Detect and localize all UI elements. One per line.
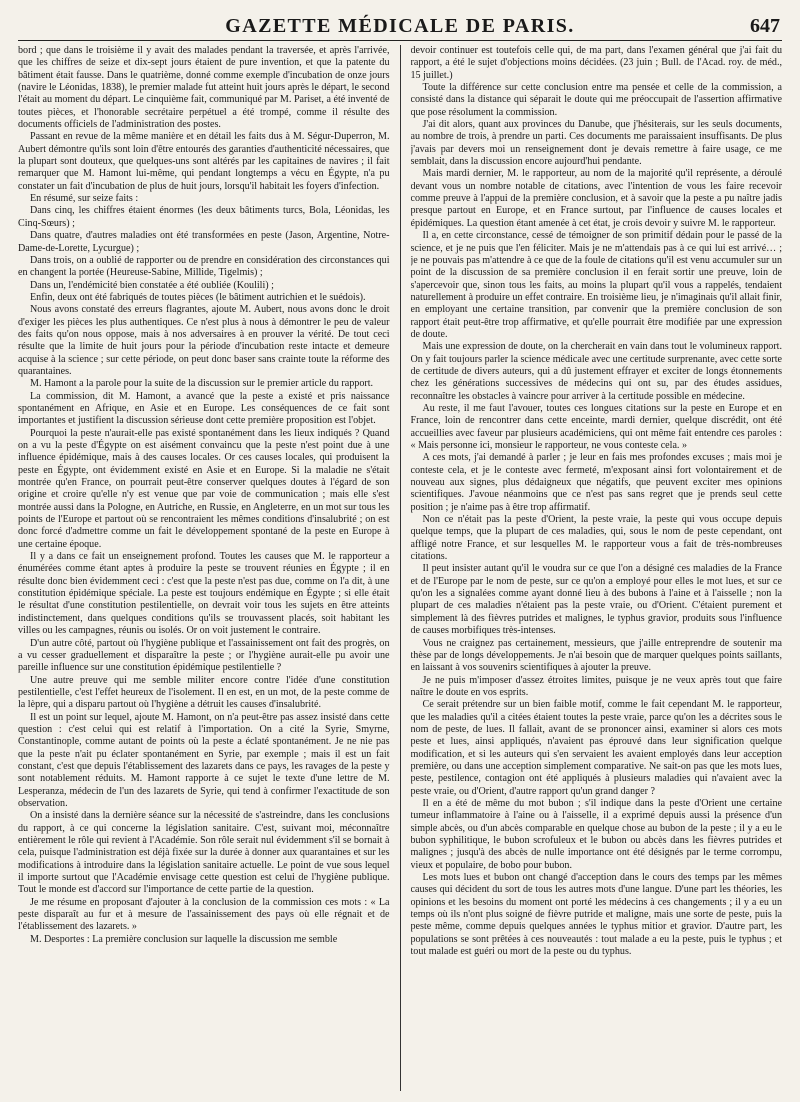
paragraph: Toute la différence sur cette conclusion entre ma pensée et celle de la commission, a consisté dans la distance qui séparait le doute qui me préoccupait de l'assertion affirmative que pose résolument la commission. — [410, 82, 782, 118]
paragraph: Dans trois, on a oublié de rapporter ou de prendre en considération des circonstances qui en changent la portée (Heureuse-Sabine, Millide, Tigelmis) ; — [18, 254, 390, 279]
paragraph: On a insisté dans la dernière séance sur la nécessité de s'astreindre, dans les conclusions du rapport, à ce qui concerne la législation sanitaire. C'est, suivant moi, méconnaître entièrement le rôle qui revient à l'Académie. Son rôle serait nul évidemment s'il se bornait à cela, puisque l'administration est déjà fixée sur la durée à donner aux quarantaines et sur les modifications à introduire dans la législation sanitaire actuelle. Le point de vue sous lequel il importe surtout que l'Académie envisage cette question est celui de l'hygiène publique. Tout le monde est d'accord sur l'importance de cette partie de la question. — [18, 810, 390, 896]
paragraph: Mais mardi dernier, M. le rapporteur, au nom de la majorité qu'il représente, a déroulé devant vous un nombre notable de citations, avec l'intention de vous les faire recevoir comme preuve à l'appui de la première conclusion, et à savoir que la peste a pu naître jadis presque partout en Europe, et en France surtout, par l'influence de causes locales et épidémiques. La question étant amenée à cet état, je crois devoir y suivre M. le rapporteur. — [410, 168, 782, 229]
paragraph: Mais une expression de doute, on la chercherait en vain dans tout le volumineux rapport. On y fait toujours parler la science médicale avec une certitude surprenante, avec cette sorte de certitude de divers auteurs, qui a dû justement effrayer et exciter de longs étonnements chez les générations successives de médecins qui ont su, par des études assidues, reconnaître les obstacles à vaincre pour arriver à la certitude possible en médecine. — [410, 341, 782, 402]
paragraph: Dans quatre, d'autres maladies ont été transformées en peste (Jason, Argentine, Notre-Dame-de-Lorette, Lycurgue) ; — [18, 230, 390, 254]
paragraph: A ces mots, j'ai demandé à parler ; je leur en fais mes profondes excuses ; mais moi je conteste cela, et je le conteste avec fermeté, m'exposant ainsi fort volontairement et de nouveau aux signes, plus dédaigneux que négatifs, que peuvent exciter mes opinions scientifiques. J'avoue néanmoins que ce n'est pas sans regret que je prends seul cette position ; je n'aime pas à être trop affirmatif. — [410, 452, 782, 513]
paragraph: Je ne puis m'imposer d'assez étroites limites, puisque je ne veux après tout que faire naître le doute en vos esprits. — [410, 674, 782, 698]
paragraph: Il est un point sur lequel, ajoute M. Hamont, on n'a peut-être pas assez insisté dans cette question : c'est celui qui est relatif à l'importation. On a cité la Syrie, Smyrne, Constantinople, comme autant de points où la peste a éclaté spontanément. Je ne nie pas que la peste n'ait pu éclater spontanément en Syrie, par exemple ; mais il est un fait constant, c'est que depuis l'établissement des lazarets dans ce pays, les ravages de la peste y sont notablement réduits. M. Hamont rapporte à ce sujet le texte d'une lettre de M. Lesperanza, médecin de l'un des lazarets de Syrie, qui tend à confirmer l'exactitude de son observation. — [18, 711, 390, 809]
paragraph: Les mots lues et bubon ont changé d'acception dans le cours des temps par les mêmes causes qui décident du sort de tous les autres mots d'une langue. D'une part les théories, les opinions et les besoins du moment ont porté les médecins à ces changements ; il y a eu un temps où ils n'ont plus soigné de fièvre putride et maligne, mais une sorte de peste, puis la peste même, comme depuis quelques années le typhus mitior et gravior. D'autre part, les populations se sont prêtées à ces nouveautés : tout malade a eu la peste, puis le typhus ; et tout malade est guéri ou mort de la peste ou du typhus. — [410, 872, 782, 958]
paragraph: Au reste, il me faut l'avouer, toutes ces longues citations sur la peste en Europe et en France, loin de rencontrer dans cette enceinte, mardi dernier, quelque discrédit, ont été accueillies avec faveur par plusieurs académiciens, qui ont même fait entendre ces paroles : « Mais personne ici, monsieur le rapporteur, ne vous conteste cela. » — [410, 402, 782, 451]
page-number: 647 — [750, 15, 780, 37]
journal-title: GAZETTE MÉDICALE DE PARIS. — [225, 15, 575, 37]
text-columns — [18, 45, 782, 1091]
paragraph: M. Desportes : La première conclusion sur laquelle la discussion me semble — [30, 933, 338, 945]
paragraph: Je me résume en proposant d'ajouter à la conclusion de la commission ces mots : « La peste disparaît au fur et à mesure de l'assainissement des pays où elle régnait et de l'établissement des lazarets. » — [18, 896, 390, 933]
paragraph: Il a, en cette circonstance, cessé de témoigner de son primitif dédain pour le passé de la science, et je ne puis que l'en féliciter. Mais je ne m'attendais pas à ce qui lui est arrivé… ; je ne pouvais pas m'attendre à ce que de la foule de citations qu'il est venu accumuler sur un point de la discussion de sa première conclusion il en ferait sortir une preuve, loin de s'apercevoir que, sinon tous les faits, au moins la plupart qu'il vous a rappelés, tendaient naturellement à produire un effet contraire. En troisième lieu, je n'imaginais qu'il allait finir, en employant une certaine transition, par convenir que la première conclusion de son rapport était peut-être trop affirmative, et qu'elle pourrait être modifiée par une expression de doute. — [410, 230, 782, 340]
paragraph: La commission, dit M. Hamont, a avancé que la peste a existé et pris naissance spontanément en Afrique, en Asie et en Europe. Les conséquences de ce fait sont importantes et justifient la discussion sérieuse dont cette première proposition est l'objet. — [18, 390, 390, 427]
right-column — [411, 45, 783, 1091]
paragraph: devoir continuer est toutefois celle qui, de ma part, dans l'examen général que j'ai fait du rapport, a été le sujet d'objections moins décidées. (23 juin ; Bull. de l'Acad. roy. de méd., 15 juillet.) — [410, 45, 782, 81]
paragraph: Enfin, deux ont été fabriqués de toutes pièces (le bâtiment autrichien et le suédois). — [30, 291, 366, 303]
paragraph: Vous ne craignez pas certainement, messieurs, que j'aille entreprendre de soutenir ma thèse par de longs développements. Je n'ai besoin que de marquer quelques points saillants, en laissant à vos souvenirs scientifiques à ajouter la preuve. — [410, 637, 782, 674]
paragraph: bord ; que dans le troisième il y avait des malades pendant la traversée, et après l'arrivée, que les chiffres de seize et dix-sept jours étaient de pure invention, et que la patente du bâtiment était fausse. Dans le quatrième, donné comme exemple d'incubation de onze jours (navire le Léonidas, 1838), le premier malade fut atteint huit jours après le départ, le second l'était au moment du départ. Le cinquième fait, communiqué par M. Pariset, a été inventé de toutes pièces, et l'honorable secrétaire perpétuel a été trompé, comme il résulte des documents officiels de l'administration des postes. — [18, 45, 390, 131]
column-divider — [400, 45, 401, 1091]
paragraph: Pourquoi la peste n'aurait-elle pas existé spontanément dans les lieux indiqués ? Quand on a vu la peste d'Égypte on est aisément convaincu que la peste n'est point due à une influence épidémique, mais à des causes locales. Or ces causes locales, qui produisent la peste en Égypte, ont évidemment existé en Asie et en Europe. Si la maladie ne s'était montrée qu'en France, on pourrait peut-être conserver quelques doutes à l'égard de son origine et croire qu'elle n'y est venue que par voie de communication ; mais elle s'est montrée aussi dans la Pologne, en Autriche, en Russie, en Angleterre, en un mot sur tous les points de l'Europe et partout où se rencontraient les mêmes conditions d'insalubrité ; on est donc forcé d'admettre comme un fait le développement spontané de la peste en Europe à une certaine époque. — [18, 427, 390, 550]
paragraph: Dans cinq, les chiffres étaient énormes (les deux bâtiments turcs, Bola, Léonidas, les Cinq-Sœurs) ; — [18, 205, 390, 229]
paragraph: J'ai dit alors, quant aux provinces du Danube, que j'hésiterais, sur les seuls documents, au nombre de trois, à prendre un parti. Ces documents me paraissaient insuffisants. De plus j'avais par devers moi un renseignement dont je devais remettre à faire usage, ce me semblait, dans la discussion encore aujourd'hui pendante. — [410, 119, 782, 168]
paragraph: Non ce n'était pas la peste d'Orient, la peste vraie, la peste qui vous occupe depuis quelque temps, que la plupart de ces maladies, qui, sous le nom de peste cependant, ont affligé notre France, et sur lesquelles M. le rapporteur vous a fait de très-nombreuses citations. — [410, 514, 782, 563]
left-column — [18, 45, 390, 1091]
paragraph: Il en a été de même du mot bubon ; s'il indique dans la peste d'Orient une certaine tumeur inflammatoire à l'aine ou à l'aisselle, il a exprimé depuis aussi la présence d'un simple abcès, ou d'un abcès comparable en quelque chose au bubon de la peste ; il y a eu le bubon syphilitique, le bubon scrofuleux et le bubon ou abcès dans les fièvres putrides et malignes ; jusqu'à des abcès de nulle importance ont été désignés par le terme corrompu, vieux et populaire, de bobo pour bubon. — [410, 797, 782, 871]
paragraph: Passant en revue de la même manière et en détail les faits dus à M. Ségur-Duperron, M. Aubert démontre qu'ils sont loin d'être entourés des garanties d'authenticité nécessaires, que la plupart sont douteux, que quelques-uns sont altérés par les capitaines de navires ; il fait remarquer que M. Hamont lui-même, qui pendant longtemps a vécu en Égypte, n'a pu constater un fait d'incubation de plus de huit jours, lorsqu'il habitait les foyers d'infection. — [18, 131, 390, 192]
paragraph: D'un autre côté, partout où l'hygiène publique et l'assainissement ont fait des progrès, on a vu cesser graduellement et disparaître la peste ; or l'hygiène aurait-elle pu avoir une pareille influence sur une constitution épidémique pestilentielle ? — [18, 637, 390, 674]
paragraph: En résumé, sur seize faits : — [30, 193, 139, 205]
paragraph: Une autre preuve qui me semble militer encore contre l'idée d'une constitution pestilentielle, c'est l'effet heureux de l'isolement. Il en est, en un mot, de la peste comme de la lèpre, qui a disparu partout où l'hygiène a détruit les causes d'insalubrité. — [18, 674, 390, 711]
paragraph: Nous avons constaté des erreurs flagrantes, ajoute M. Aubert, nous avons donc le droit d'exiger les pièces les plus authentiques. Ce n'est plus à nous à démontrer le peu de valeur des faits qu'on nous oppose, mais à nos adversaires à en prouver la vérité. De tout ceci résulte que la limite de huit jours pour la période d'incubation reste intacte et demeure acquise à la science ; sur cette période, on peut donc baser sans crainte toute la réforme des quarantaines. — [18, 304, 390, 377]
paragraph: Ce serait prétendre sur un bien faible motif, comme le fait cependant M. le rapporteur, que les maladies qu'il a citées étaient toutes la peste vraie, parce qu'on les a décrites sous le nom de peste, de lues. Il fallait, avant de se prononcer ainsi, examiner si alors ces mots peste et lues, ainsi appliqués, n'avaient pas éprouvé dans leur signification quelque modification, et si les auteurs qui s'en servaient les avaient employés dans leur acception première, ou dans une acception simplement comparative. Ne sait-on pas que les mots lues, peste, pestilence, contagion ont été appliqués à plusieurs maladies qui n'avaient avec la peste vraie, ou d'Orient, d'autre rapport qu'un grand danger ? — [410, 699, 782, 797]
paragraph: Dans un, l'endémicité bien constatée a été oubliée (Koulili) ; — [30, 279, 274, 291]
page-header — [18, 14, 782, 41]
paragraph: Il peut insister autant qu'il le voudra sur ce que l'on a désigné ces maladies de la France et de l'Europe par le nom de peste, sur ce qu'on a employé pour elles le mot lues, et sur ce qu'on les a signalées comme ayant donné lieu à des bubons à l'aine et à l'aisselle ; non la plupart de ces maladies n'étaient pas la peste vraie, ou d'Orient. C'étaient purement et simplement là des fièvres putrides et malignes, le typhus gravior, produits sous l'influence de causes morbifiques très-intenses. — [410, 563, 782, 637]
paragraph: Il y a dans ce fait un enseignement profond. Toutes les causes que M. le rapporteur a énumérées comme étant aptes à produire la peste se trouvent réunies en Égypte ; il en résulte donc bien évidemment ceci : c'est que la peste n'est pas due, comme on l'a dit, à une constitution épidémique spéciale. La peste est toujours endémique en Égypte ; si elle était le résultat d'une constitution pestilentielle, on devrait voir tous les sujets en être atteints indistinctement, dans quelques conditions qu'ils se trouvassent placés, soit habitant les villes ou les campagnes, réunis ou isolés. Or on voit justement le contraire. — [18, 551, 390, 637]
paragraph: M. Hamont a la parole pour la suite de la discussion sur le premier article du rapport. — [30, 378, 374, 390]
